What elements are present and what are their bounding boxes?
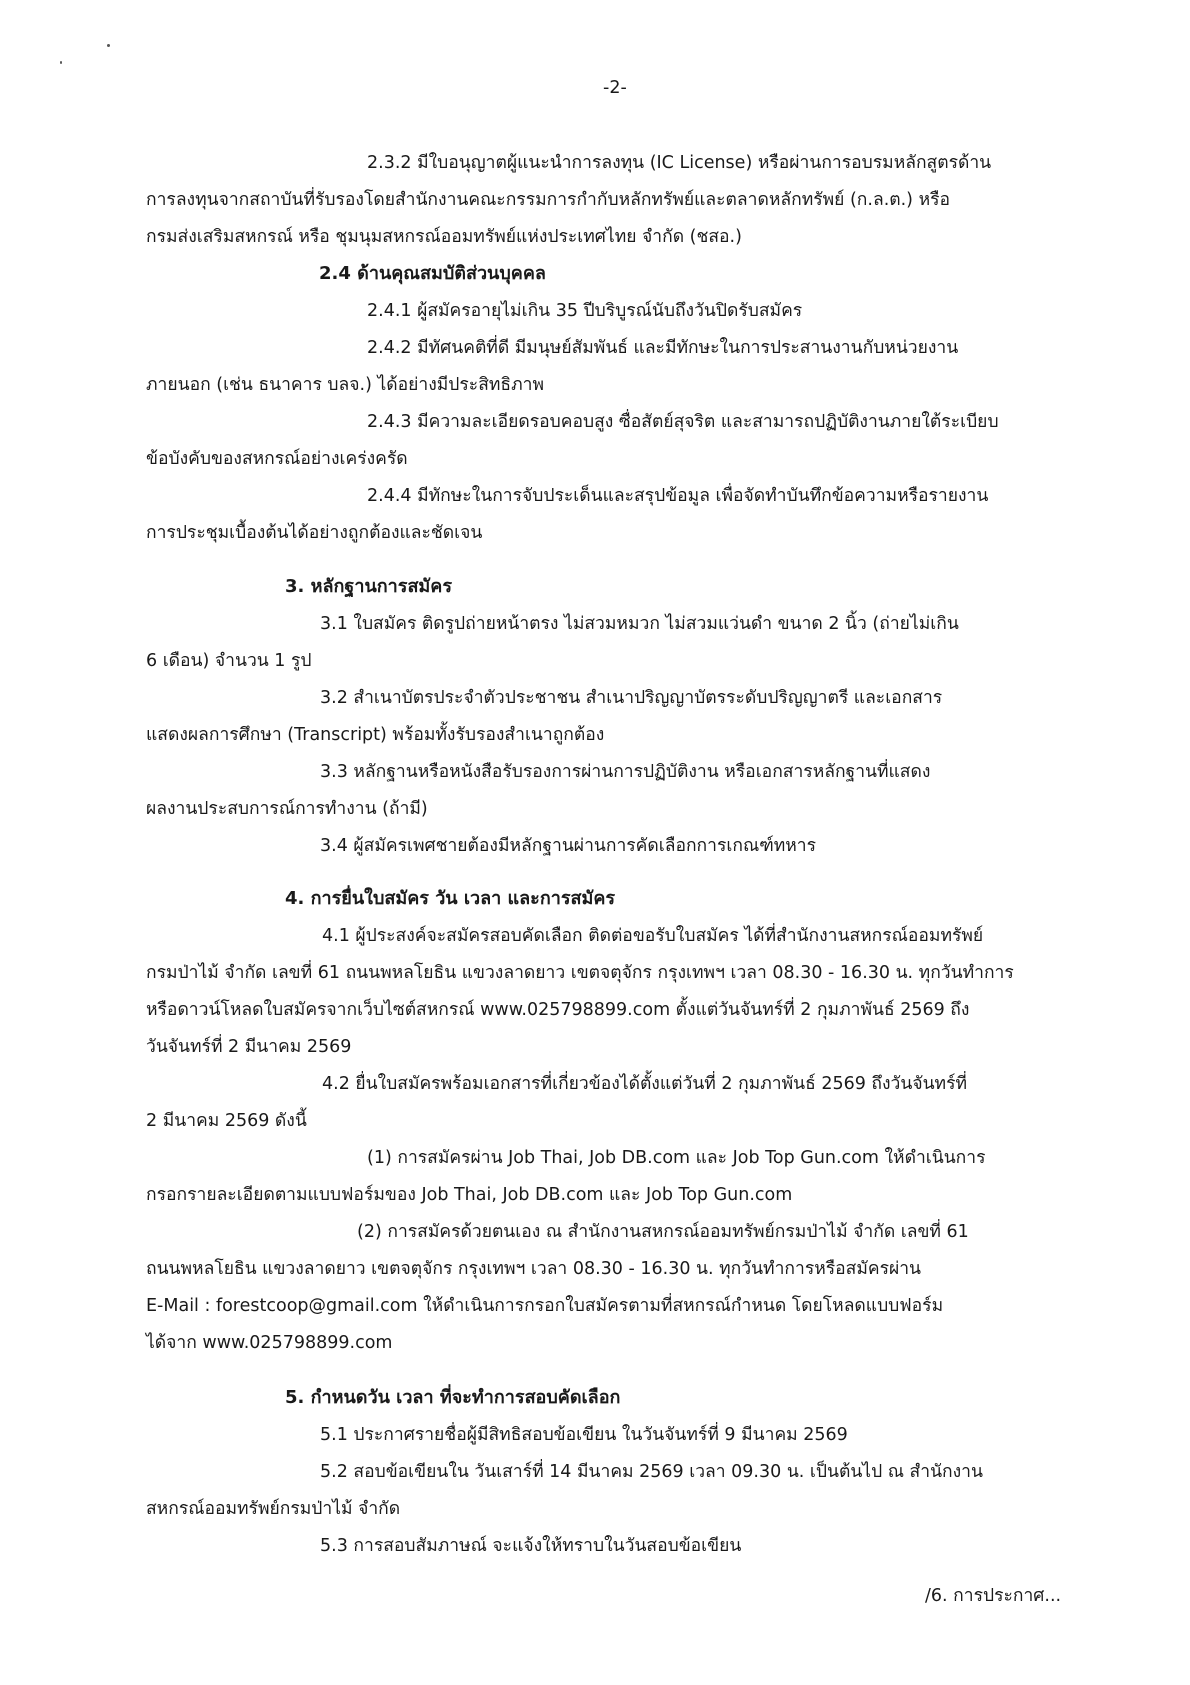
text-line: กรมป่าไม้ จำกัด เลขที่ 61 ถนนพหลโยธิน แขวงลาดยาว เขตจตุจักร กรุงเทพฯ เวลา 08.30 - 16.30 น. ทุกวันทำการ [146,963,1014,983]
text-line: การประชุมเบื้องต้นได้อย่างถูกต้องและชัดเจน [146,523,483,543]
text-line: 2.3.2 มีใบอนุญาตผู้แนะนำการลงทุน (IC License) หรือผ่านการอบรมหลักสูตรด้าน [367,153,992,173]
text-line: กรมส่งเสริมสหกรณ์ หรือ ชุมนุมสหกรณ์ออมทรัพย์แห่งประเทศไทย จำกัด (ชสอ.) [146,227,742,247]
continuation-note: /6. การประกาศ... [925,1586,1062,1606]
text-line: ได้จาก www.025798899.com [146,1333,393,1353]
text-line: แสดงผลการศึกษา (Transcript) พร้อมทั้งรับรองสำเนาถูกต้อง [146,725,605,745]
text-line: 4.2 ยื่นใบสมัครพร้อมเอกสารที่เกี่ยวข้องได้ตั้งแต่วันที่ 2 กุมภาพันธ์ 2569 ถึงวันจันทร์ที่ [322,1074,968,1094]
text-line: ภายนอก (เช่น ธนาคาร บลจ.) ได้อย่างมีประสิทธิภาพ [146,375,545,395]
text-line: หรือดาวน์โหลดใบสมัครจากเว็บไซต์สหกรณ์ www.025798899.com ตั้งแต่วันจันทร์ที่ 2 กุมภาพันธ์ 2569 ถึง [146,1000,970,1020]
text-line: (2) การสมัครด้วยตนเอง ณ สำนักงานสหกรณ์ออมทรัพย์กรมป่าไม้ จำกัด เลขที่ 61 [357,1222,969,1242]
text-line: ผลงานประสบการณ์การทำงาน (ถ้ามี) [146,799,428,819]
scan-speck [107,44,110,47]
scan-speck [60,61,62,64]
section-heading: 4. การยื่นใบสมัคร วัน เวลา และการสมัคร [285,888,616,909]
text-line: ข้อบังคับของสหกรณ์อย่างเคร่งครัด [146,449,408,469]
text-line: สหกรณ์ออมทรัพย์กรมป่าไม้ จำกัด [146,1499,401,1519]
text-line: ถนนพหลโยธิน แขวงลาดยาว เขตจตุจักร กรุงเทพฯ เวลา 08.30 - 16.30 น. ทุกวันทำการหรือสมัครผ่าน [146,1259,922,1279]
text-line: 5.2 สอบข้อเขียนใน วันเสาร์ที่ 14 มีนาคม 2569 เวลา 09.30 น. เป็นต้นไป ณ สำนักงาน [320,1462,983,1482]
text-line: 4.1 ผู้ประสงค์จะสมัครสอบคัดเลือก ติดต่อขอรับใบสมัคร ได้ที่สำนักงานสหกรณ์ออมทรัพย์ [322,926,984,946]
text-line: 2.4.1 ผู้สมัครอายุไม่เกิน 35 ปีบริบูรณ์นับถึงวันปิดรับสมัคร [367,301,803,321]
text-line: การลงทุนจากสถาบันที่รับรองโดยสำนักงานคณะกรรมการกำกับหลักทรัพย์และตลาดหลักทรัพย์ (ก.ล.ต.) หรือ [146,190,951,210]
text-line: 3.3 หลักฐานหรือหนังสือรับรองการผ่านการปฏิบัติงาน หรือเอกสารหลักฐานที่แสดง [320,762,931,782]
text-line: 3.4 ผู้สมัครเพศชายต้องมีหลักฐานผ่านการคัดเลือกการเกณฑ์ทหาร [320,836,817,856]
page-number: -2- [603,78,627,98]
text-line: วันจันทร์ที่ 2 มีนาคม 2569 [146,1037,352,1057]
text-line: 2.4.4 มีทักษะในการจับประเด็นและสรุปข้อมูล เพื่อจัดทำบันทึกข้อความหรือรายงาน [367,486,989,506]
text-line: 6 เดือน) จำนวน 1 รูป [146,651,312,671]
text-line: 2 มีนาคม 2569 ดังนี้ [146,1111,307,1131]
section-heading: 2.4 ด้านคุณสมบัติส่วนบุคคล [319,263,546,284]
text-line: กรอกรายละเอียดตามแบบฟอร์มของ Job Thai, Job DB.com และ Job Top Gun.com [146,1185,793,1205]
text-line: 2.4.2 มีทัศนคติที่ดี มีมนุษย์สัมพันธ์ และมีทักษะในการประสานงานกับหน่วยงาน [367,338,959,358]
section-heading: 5. กำหนดวัน เวลา ที่จะทำการสอบคัดเลือก [285,1387,621,1408]
text-line: 2.4.3 มีความละเอียดรอบคอบสูง ซื่อสัตย์สุจริต และสามารถปฏิบัติงานภายใต้ระเบียบ [367,412,999,432]
text-line: 5.1 ประกาศรายชื่อผู้มีสิทธิสอบข้อเขียน ในวันจันทร์ที่ 9 มีนาคม 2569 [320,1425,848,1445]
text-line: E-Mail : forestcoop@gmail.com ให้ดำเนินการกรอกใบสมัครตามที่สหกรณ์กำหนด โดยโหลดแบบฟอร์ม [146,1296,944,1316]
text-line: 3.1 ใบสมัคร ติดรูปถ่ายหน้าตรง ไม่สวมหมวก ไม่สวมแว่นดำ ขนาด 2 นิ้ว (ถ่ายไม่เกิน [320,614,959,634]
text-line: 3.2 สำเนาบัตรประจำตัวประชาชน สำเนาปริญญาบัตรระดับปริญญาตรี และเอกสาร [320,688,943,708]
text-line: (1) การสมัครผ่าน Job Thai, Job DB.com และ Job Top Gun.com ให้ดำเนินการ [367,1148,986,1168]
text-line: 5.3 การสอบสัมภาษณ์ จะแจ้งให้ทราบในวันสอบข้อเขียน [320,1536,742,1556]
section-heading: 3. หลักฐานการสมัคร [285,576,453,597]
